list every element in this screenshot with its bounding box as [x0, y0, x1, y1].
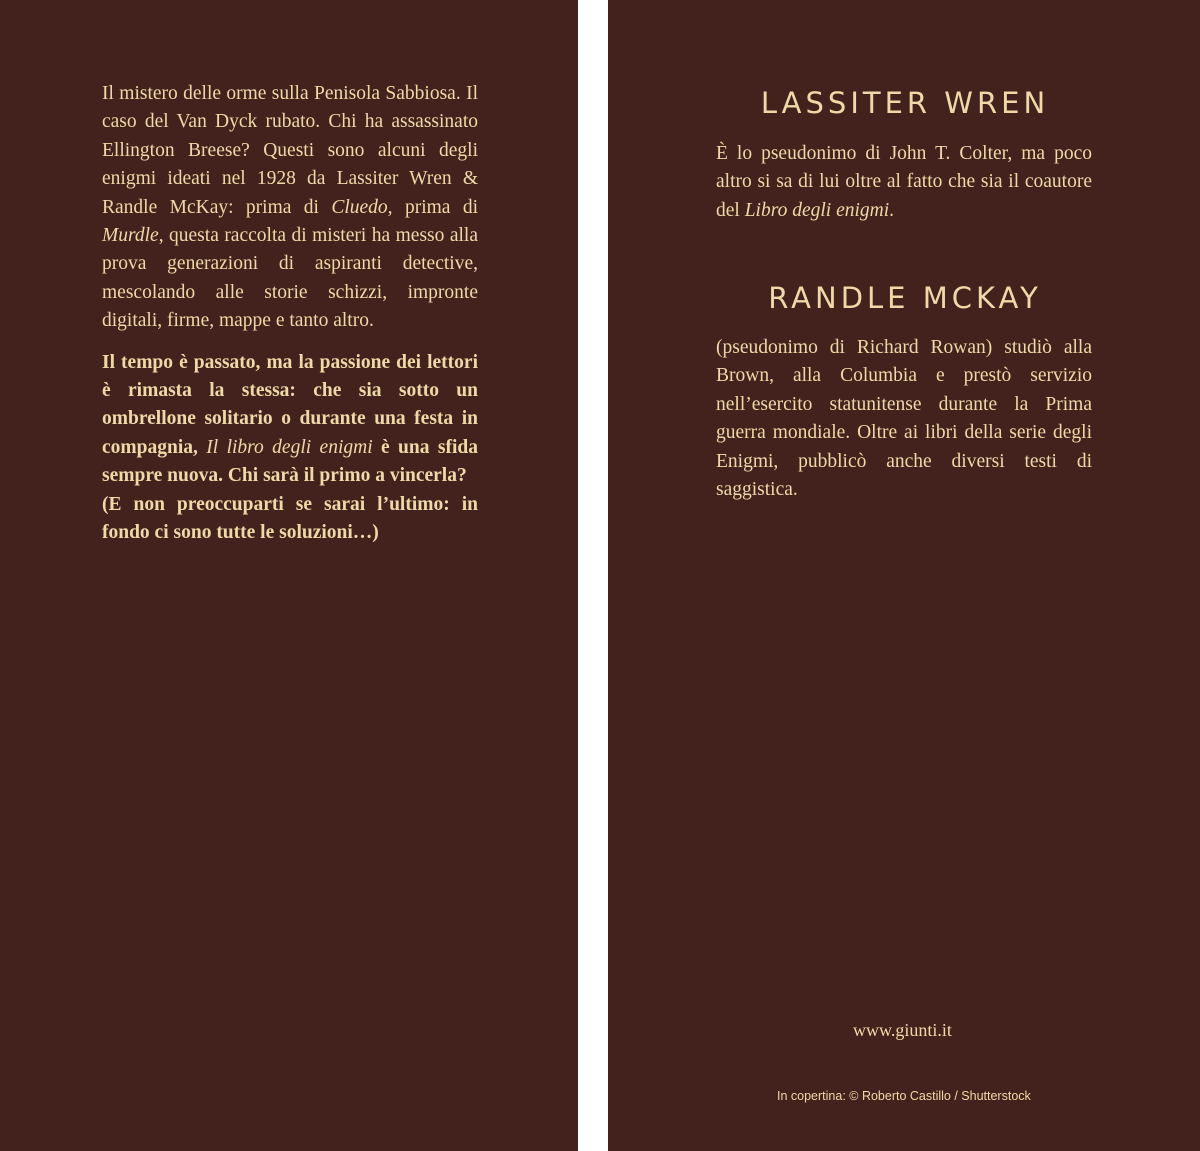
title-murdle: Murdle: [102, 225, 159, 247]
bio-text-segment: È lo pseudonimo di John T. Colter, ma poco altro si sa di lui oltre al fatto che sia il coautore del: [716, 143, 1092, 221]
author-bio-lassiter-wren: [716, 140, 1092, 225]
title-cluedo: Cluedo,: [331, 196, 393, 218]
blurb-text-segment: prima di: [392, 196, 478, 218]
blurb-paragraph-1: [102, 80, 478, 336]
author-heading-randle-mckay: RANDLE MCKAY: [768, 281, 1042, 315]
author-bio-randle-mckay: (pseudonimo di Richard Rowan) studiò alla Brown, alla Columbia e prestò servizio nell’esercito statunitense durante la Prima guerra mondiale. Oltre ai libri della serie degli Enigmi, pubblicò anche diversi testi di saggistica.: [716, 337, 1092, 501]
publisher-website: www.giunti.it: [853, 1020, 952, 1040]
blurb-paragraph-3: (E non preoccuparti se sarai l’ultimo: in fondo ci sono tutte le soluzioni…): [102, 493, 478, 544]
right-flap: [608, 0, 1200, 1151]
left-flap: [0, 0, 578, 1151]
blurb-paragraph-2: [102, 349, 478, 491]
bio-text-segment: .: [889, 199, 895, 221]
cover-credit: In copertina: © Roberto Castillo / Shutterstock: [777, 1089, 1031, 1103]
blurb-text-segment: , questa raccolta di misteri ha messo alla prova generazioni di aspiranti detective, mescolando alle storie schizzi, impronte digitali, firme, mappe e tanto altro.: [102, 225, 478, 332]
author-heading-lassiter-wren: LASSITER WREN: [760, 86, 1050, 120]
blurb-text-segment: Il mistero delle orme sulla Penisola Sabbiosa. Il caso del Van Dyck rubato. Chi ha assassinato Ellington Breese? Questi sono alcuni degli enigmi ideati nel 1928 da Lassiter Wren & Randle McKay: prima di: [102, 83, 478, 218]
blurb-text-segment: è una sfida sempre nuova. Chi sarà il primo a vincerla?: [102, 436, 478, 487]
blurb-text-segment: Il tempo è passato, ma la passione dei lettori è rimasta la stessa: che sia sotto un ombrellone solitario o durante una festa in compagnia,: [102, 351, 478, 458]
book-title: Libro degli enigmi: [744, 199, 890, 221]
blurb-text: [102, 80, 478, 548]
book-title: Il libro degli enigmi: [206, 436, 373, 458]
